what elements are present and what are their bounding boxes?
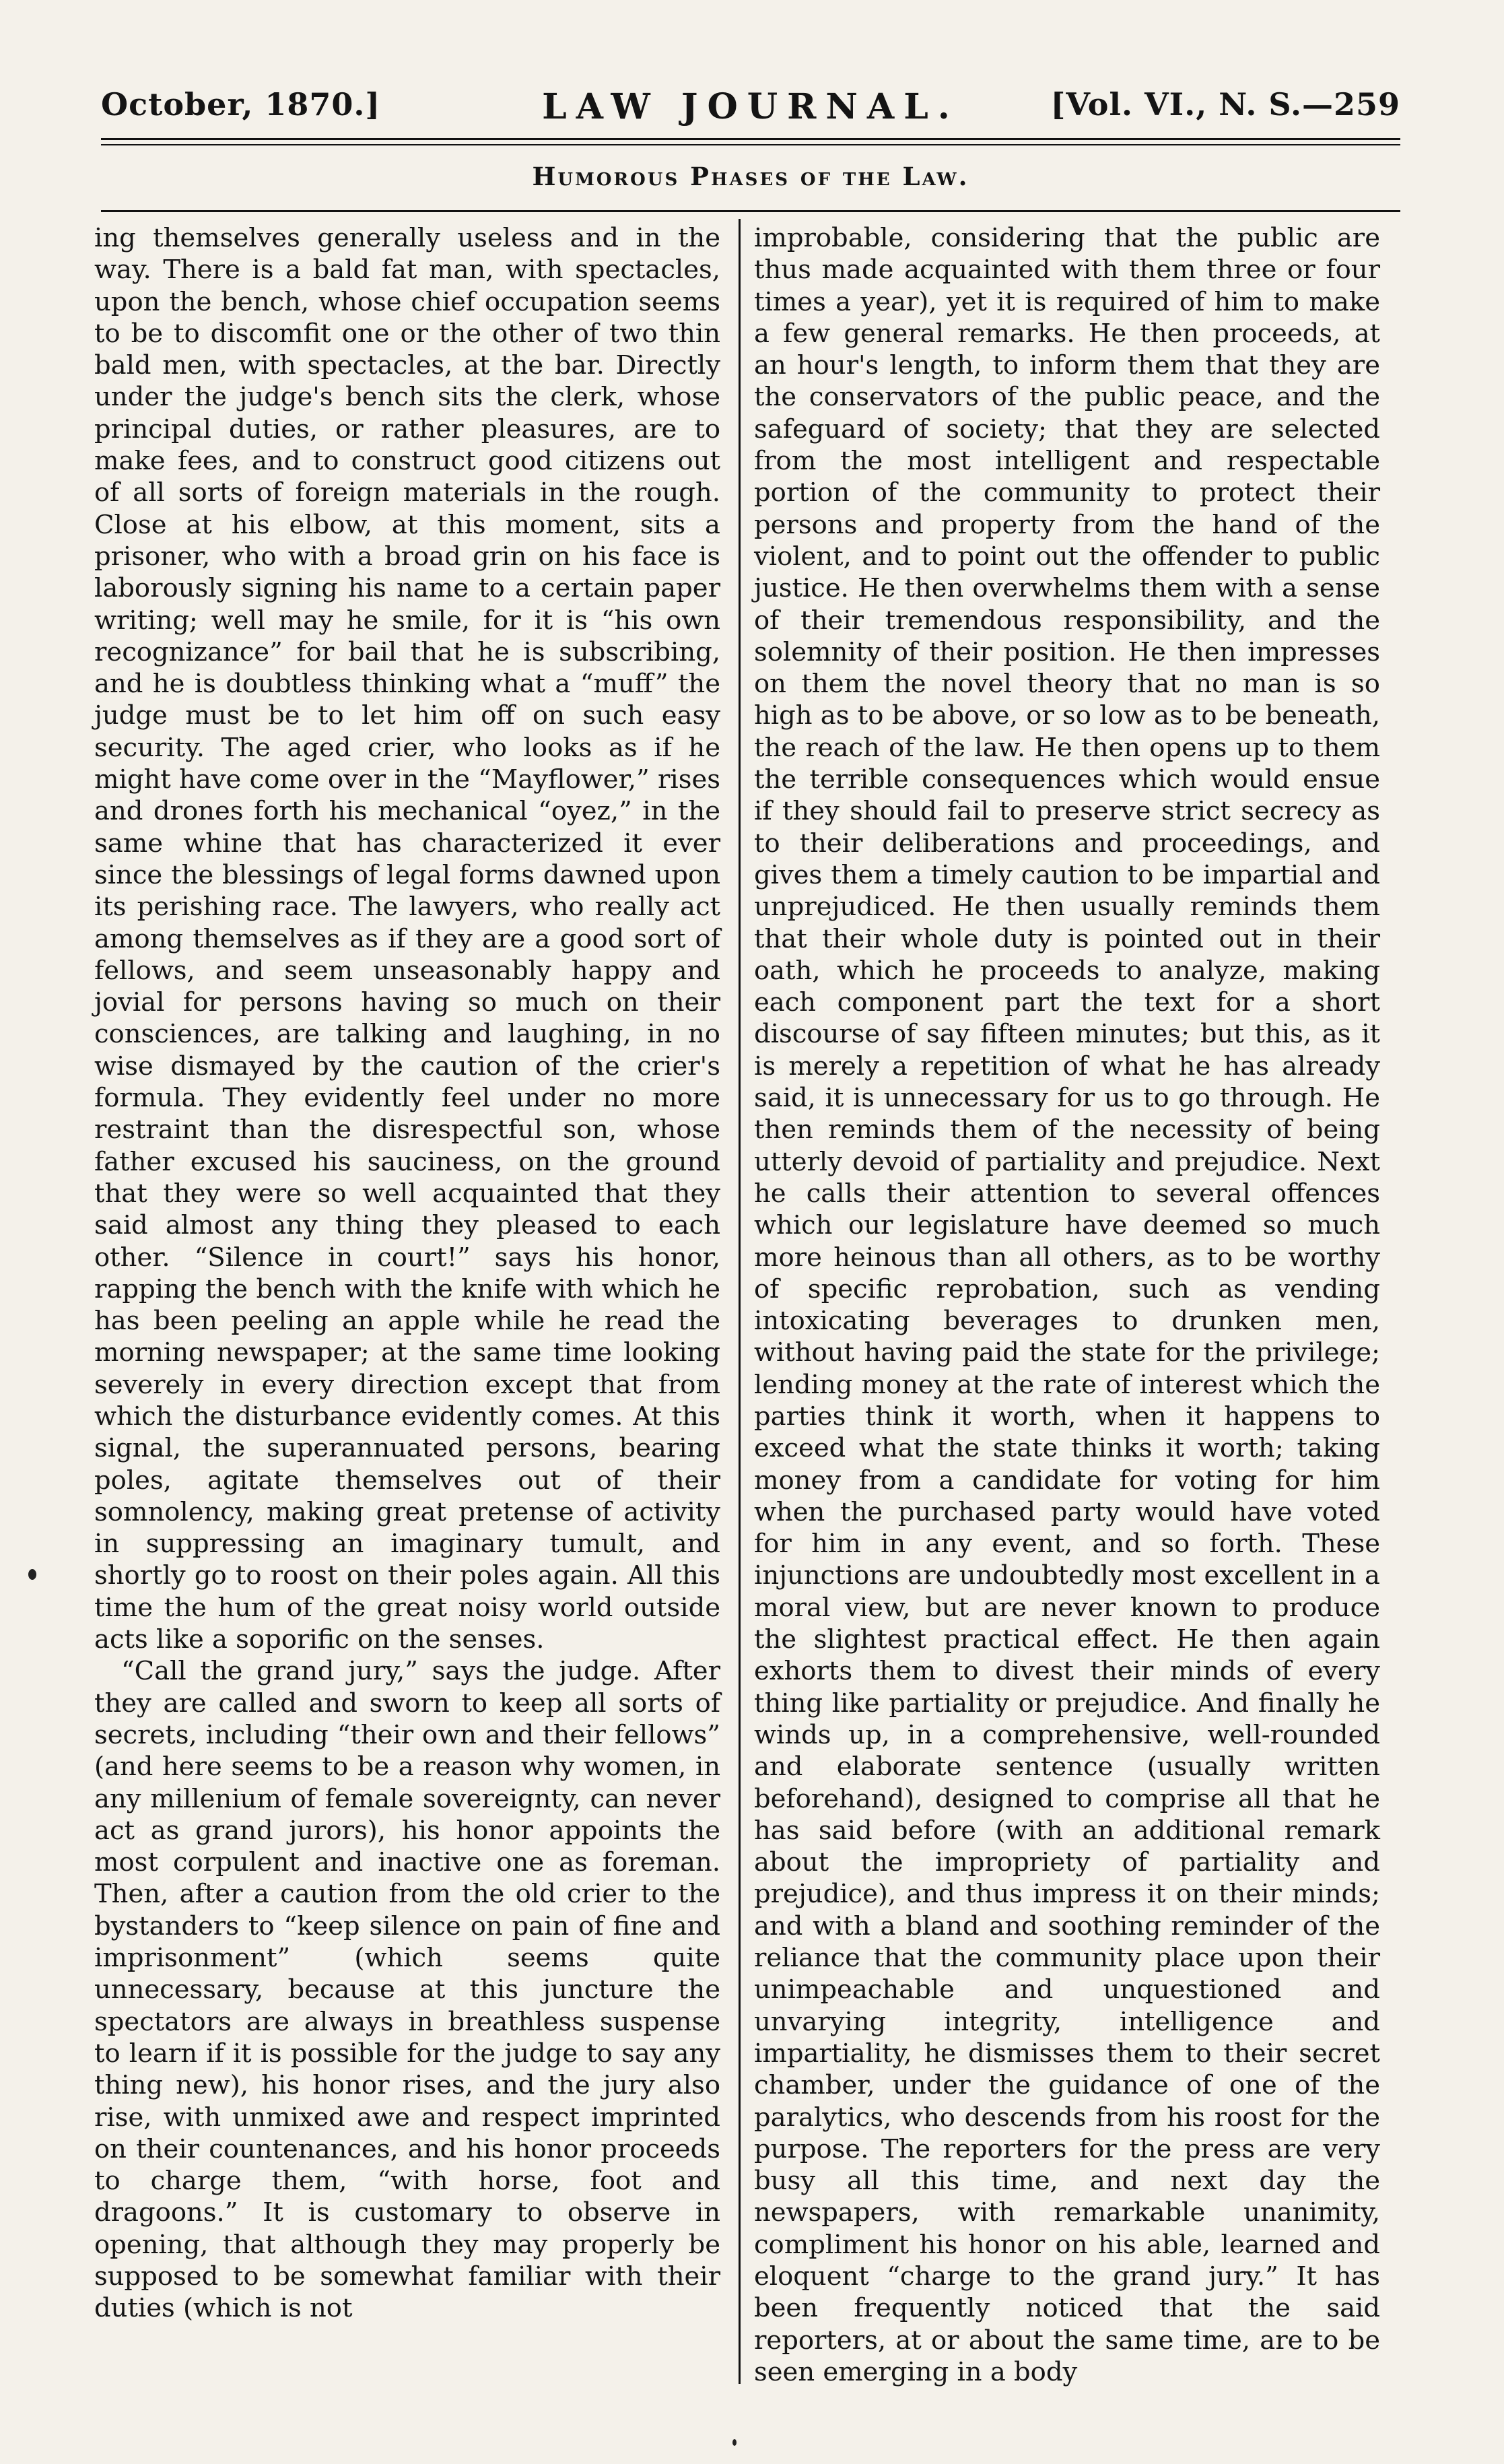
section-rule [101,210,1400,212]
left-paragraph-2: “Call the grand jury,” says the judge. After they are called and sworn to keep all sorts of secrets, including “their own and their fellows” (and here seems to be a reason why women, in any millenium of female sovereignty, can never act as grand jurors), his honor appoints the most corpulent and inactive one as foreman. Then, after a caution from the old crier to the bystanders to “keep silence on pain of fine and imprisonment” (which seems quite unnecessary, because at this juncture the spectators are always in breathless suspense to learn if it is possible for the judge to say any thing new), his honor rises, and the jury also rise, with unmixed awe and respect imprinted on their countenances, and his honor proceeds to charge them, “with horse, foot and dragoons.” It is customary to observe in opening, that although they may properly be supposed to be somewhat familiar with their duties (which is not [94,1656,720,2324]
right-paragraph-1: improbable, considering that the public are thus made acquainted with them three or four times a year), yet it is required of him to make a few general remarks. He then proceeds, at an hour's length, to inform them that they are the conservators of the public peace, and the safeguard of society; that they are selected from the most intelligent and respectable portion of the community to protect their persons and property from the hand of the violent, and to point out the offender to public justice. He then overwhelms them with a sense of their tremendous responsibility, and the solemnity of their position. He then impresses on them the novel theory that no man is so high as to be above, or so low as to be beneath, the reach of the law. He then opens up to them the terrible consequences which would ensue if they should fail to preserve strict secrecy as to their deliberations and proceedings, and gives them a timely caution to be impartial and unprejudiced. He then usually reminds them that their whole duty is pointed out in their oath, which he proceeds to analyze, making each component part the text for a short discourse of say fifteen minutes; but this, as it is merely a repetition of what he has already said, it is unnecessary for us to go through. He then reminds them of the necessity of being utterly devoid of partiality and prejudice. Next he calls their attention to several offences which our legislature have deemed so much more heinous than all others, as to be worthy of specific reprobation, such as vending intoxicating beverages to drunken men, without having paid the state for the privilege; lending money at the rate of interest which the parties think it worth, when it happens to exceed what the state thinks it worth; taking money from a candidate for voting for him when the purchased party would have voted for him in any event, and so forth. These injunctions are undoubtedly most excellent in a moral view, but are never known to produce the slightest practical effect. He then again exhorts them to divest their minds of every thing like partiality or prejudice. And finally he winds up, in a comprehensive, well-rounded and elaborate sentence (usually written beforehand), designed to comprise all that he has said before (with an additional remark about the impropriety of partiality and prejudice), and thus impress it on their minds; and with a bland and soothing reminder of the reliance that the community place upon their unimpeachable and unquestioned and unvarying integrity, intelligence and impartiality, he dismisses them to their secret chamber, under the guidance of one of the paralytics, who descends from his roost for the purpose. The reporters for the press are very busy all this time, and next day the newspapers, with remarkable unanimity, compliment his honor on his able, learned and eloquent “charge to the grand jury.” It has been frequently noticed that the said reporters, at or about the same time, are to be seen emerging in a body [754,223,1380,2387]
header-double-rule [101,138,1400,145]
left-paragraph-1: ing themselves generally useless and in the way. There is a bald fat man, with spectacles, upon the bench, whose chief occupation seems to be to discomfit one or the other of two thin bald men, with spectacles, at the bar. Directly under the judge's bench sits the clerk, whose principal duties, or rather pleasures, are to make fees, and to construct good citizens out of all sorts of foreign materials in the rough. Close at his elbow, at this moment, sits a prisoner, who with a broad grin on his face is laborously signing his name to a certain paper writing; well may he smile, for it is “his own recognizance” for bail that he is subscribing, and he is doubtless thinking what a “muff” the judge must be to let him off on such easy security. The aged crier, who looks as if he might have come over in the “Mayflower,” rises and drones forth his mechanical “oyez,” in the same whine that has characterized it ever since the blessings of legal forms dawned upon its perishing race. The lawyers, who really act among themselves as if they are a good sort of fellows, and seem unseasonably happy and jovial for persons having so much on their consciences, are talking and laughing, in no wise dismayed by the caution of the crier's formula. They evidently feel under no more restraint than the disrespectful son, whose father excused his sauciness, on the ground that they were so well acquainted that they said almost any thing they pleased to each other. “Silence in court!” says his honor, rapping the bench with the knife with which he has been peeling an apple while he read the morning newspaper; at the same time looking severely in every direction except that from which the disturbance evidently comes. At this signal, the superannuated persons, bearing poles, agitate themselves out of their somnolency, making great pretense of activity in suppressing an imaginary tumult, and shortly go to roost on their poles again. All this time the hum of the great noisy world outside acts like a soporific on the senses. [94,223,720,1655]
left-column [94,222,720,2325]
print-speck [28,1569,36,1580]
header-volume-page: [Vol. VI., N. S.—259 [1050,86,1400,123]
header-date: October, 1870.] [101,86,381,123]
print-speck [732,2439,737,2446]
running-header [101,86,1400,140]
header-journal-title: LAW JOURNAL. [542,86,959,127]
section-title: Humorous Phases of the Law. [532,162,969,191]
right-column [754,222,1380,2388]
column-divider [739,219,741,2384]
